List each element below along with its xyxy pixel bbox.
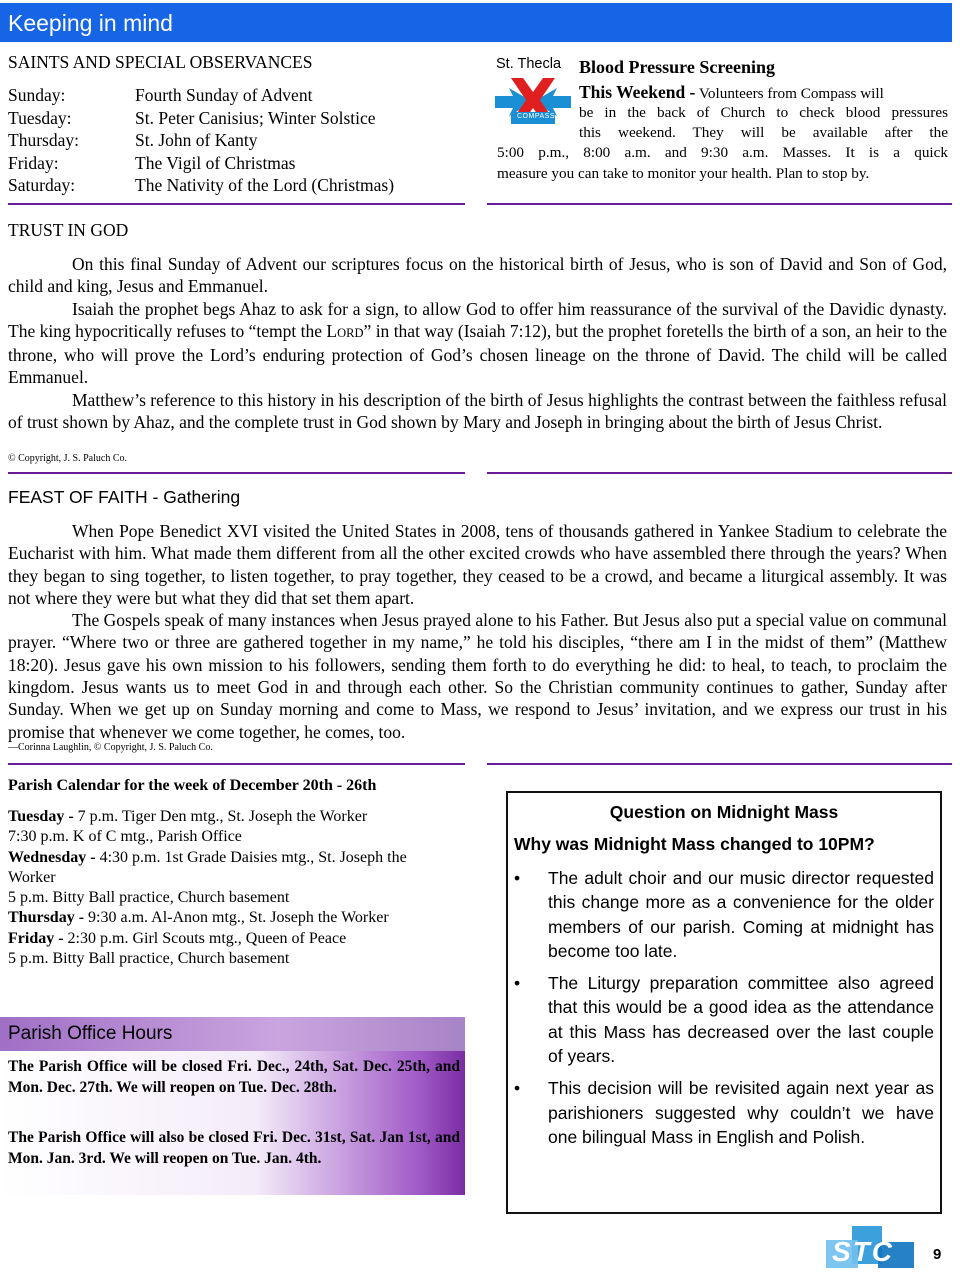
trust-body [8,253,947,433]
trust-copyright: © Copyright, J. S. Paluch Co. [8,453,127,464]
trust-paragraph: Matthew’s reference to this history in his description of the birth of Jesus highlights the contrast between the faithless refusal of trust shown by Ahaz, and the complete trust in God shown by Mary and Joseph in bringing about the birth of Jesus Christ. [8,389,947,433]
feast-heading: FEAST OF FAITH - Gathering [8,487,241,507]
calendar-day: Tuesday - [8,808,74,825]
question-subtitle: Why was Midnight Mass changed to 10PM? [514,834,875,854]
schedule-day: Thursday: [8,130,79,150]
schedule-observance: The Nativity of the Lord (Christmas) [135,175,395,195]
question-title: Question on Midnight Mass [609,802,839,822]
divider [487,763,952,765]
logo-badge: COMPASS [517,113,555,120]
small-caps-lord: ORD [337,325,364,340]
divider [487,203,952,205]
bp-text: Volunteers from Compass will [698,85,884,102]
office-notice: The Parish Office will also be closed Fri. Dec. 31st, Sat. Jan 1st, and Mon. Jan. 3rd. We will reopen on Tue. Jan. 4th. [8,1129,460,1167]
trust-text: Isaiah the prophet begs Ahaz to ask for a sign, to allow God to offer him reassurance of the survival of the Davidic dynasty. The king hypocritically refuses to “tempt the L [8,298,947,341]
divider [487,472,952,474]
trust-text: ” in that way (Isaiah 7:12), but the prophet foretells the birth of a son, an heir to the throne, who will prove the Lord’s enduring protection of God’s chosen lineage on the throne of David. The child will be called Emmanuel. [8,320,948,388]
bullet-icon: • [514,973,521,994]
calendar-entry [8,888,468,908]
answer-text: This decision will be revisited again next year as parishioners suggested why couldn’t we have one bilingual Mass in English and Polish. [548,1078,934,1147]
calendar-entry [8,949,468,969]
schedule-day: Saturday: [8,175,76,195]
calendar-entry [8,908,468,928]
answer-text: The Liturgy preparation committee also agreed that this would be a good idea as the attendance at this Mass has decreased over the last couple of years. [548,973,934,1067]
saints-heading: SAINTS AND SPECIAL OBSERVANCES [8,52,313,72]
calendar-entry [8,827,468,847]
schedule-row [0,129,470,151]
bp-line-5: measure you can take to monitor your health. Plan to stop by. [497,165,870,182]
calendar-event: 2:30 p.m. Girl Scouts mtg., Queen of Peace [63,929,347,947]
schedule-day: Friday: [8,152,59,173]
answer-item [514,866,934,963]
calendar-event: Worker [8,868,56,886]
bp-line-2: be in the back of Church to check blood pressures [579,104,948,121]
calendar-entry [8,848,468,868]
bp-line-3: this weekend. They will be available after the [579,124,948,141]
feast-credit: —Corinna Laughlin, © Copyright, J. S. Paluch Co. [8,742,213,753]
calendar-entry [8,929,468,949]
calendar-day: Thursday - [8,909,85,927]
divider [8,763,465,765]
schedule-day: Tuesday: [8,107,72,128]
schedule-day: Sunday: [8,85,66,105]
schedule-observance: St. Peter Canisius; Winter Solstice [135,107,376,128]
stc-logo-text: STC [832,1236,894,1267]
bp-line-1 [579,82,884,103]
schedule-row [0,107,470,129]
answer-item [514,971,934,1068]
office-hours-body [0,1051,465,1195]
calendar-entry [8,868,468,888]
st-thecla-compass-logo [493,56,573,128]
question-box [506,791,942,1214]
answer-item [514,1076,934,1149]
section-title: Keeping in mind [8,10,173,36]
calendar-event: 7:30 p.m. K of C mtg., Parish Office [8,828,242,846]
trust-heading: TRUST IN GOD [8,220,129,240]
calendar-event: 4:30 p.m. 1st Grade Daisies mtg., St. Joseph the [95,848,407,866]
bp-line-4: 5:00 p.m., 8:00 a.m. and 9:30 a.m. Masses. It is a quick [497,144,948,161]
calendar-day: Friday - [8,929,64,947]
logo-wordmark: St. Thecla [496,56,562,72]
schedule-row [0,174,470,196]
observance-schedule [0,84,470,199]
answer-list [514,866,934,1157]
calendar-day: Wednesday - [8,848,96,866]
bullet-icon: • [514,868,521,888]
feast-paragraph: The Gospels speak of many instances when Jesus prayed alone to his Father. But Jesus also put a special value on communal prayer. “Where two or three are gathered together in my name,” he told his disciples, “there am I in the midst of them” (Matthew 18:20). Jesus gave his own mission to his followers, sending them forth to do everything he did: to heal, to teach, to proclaim the kingdom. Jesus wants us to meet God in and through each other. So the Christian community continues to gather, Sunday after Sunday. When we get up on Sunday morning and come to Mass, we respond to Jesus’ invitation, and we express our trust in his promise that whenever we come together, he comes, too. [8,610,947,742]
schedule-observance: The Vigil of Christmas [135,152,296,173]
schedule-observance: Fourth Sunday of Advent [135,85,313,105]
calendar-event: 7 p.m. Tiger Den mtg., St. Joseph the Worker [73,808,368,825]
calendar-event: 5 p.m. Bitty Ball practice, Church basement [8,889,290,907]
bp-lead: This Weekend - [579,82,696,102]
calendar-entry [8,807,468,827]
feast-body [8,520,947,743]
answer-text: The adult choir and our music director requested this change more as a convenience for the older members of our parish. Coming at midnight has become too late. [548,868,934,961]
schedule-row [0,152,470,174]
schedule-row [0,84,470,106]
divider [8,472,465,474]
calendar-list [8,807,468,969]
section-header-band [0,3,952,42]
calendar-event: 9:30 a.m. Al-Anon mtg., St. Joseph the Worker [84,909,389,927]
trust-paragraph [8,298,947,389]
office-notice: The Parish Office will be closed Fri. Dec., 24th, Sat. Dec. 25th, and Mon. Dec. 27th. We will reopen on Tue. Dec. 28th. [8,1058,460,1096]
schedule-observance: St. John of Kanty [135,130,258,150]
office-hours-header [0,1017,465,1051]
bullet-icon: • [514,1078,521,1099]
office-hours-title: Parish Office Hours [8,1023,173,1044]
page-number: 9 [933,1246,942,1263]
calendar-heading: Parish Calendar for the week of December 20th - 26th [8,777,377,794]
stc-logo [822,1220,918,1270]
feast-paragraph: When Pope Benedict XVI visited the United States in 2008, tens of thousands gathered in Yankee Stadium to celebrate the Eucharist with him. What made them different from all the other excited crowds who have assembled there through the years? When they began to sing together, to listen together, to pray together, they ceased to be a crowd, and became a liturgical assembly. It was not where they were but what they did that set them apart. [8,521,947,608]
trust-paragraph: On this final Sunday of Advent our scriptures focus on the historical birth of Jesus, who is son of David and Son of God, child and king, Jesus and Emmanuel. [8,254,947,297]
calendar-event: 5 p.m. Bitty Ball practice, Church basement [8,950,290,968]
bp-title: Blood Pressure Screening [579,57,776,77]
divider [8,203,465,205]
